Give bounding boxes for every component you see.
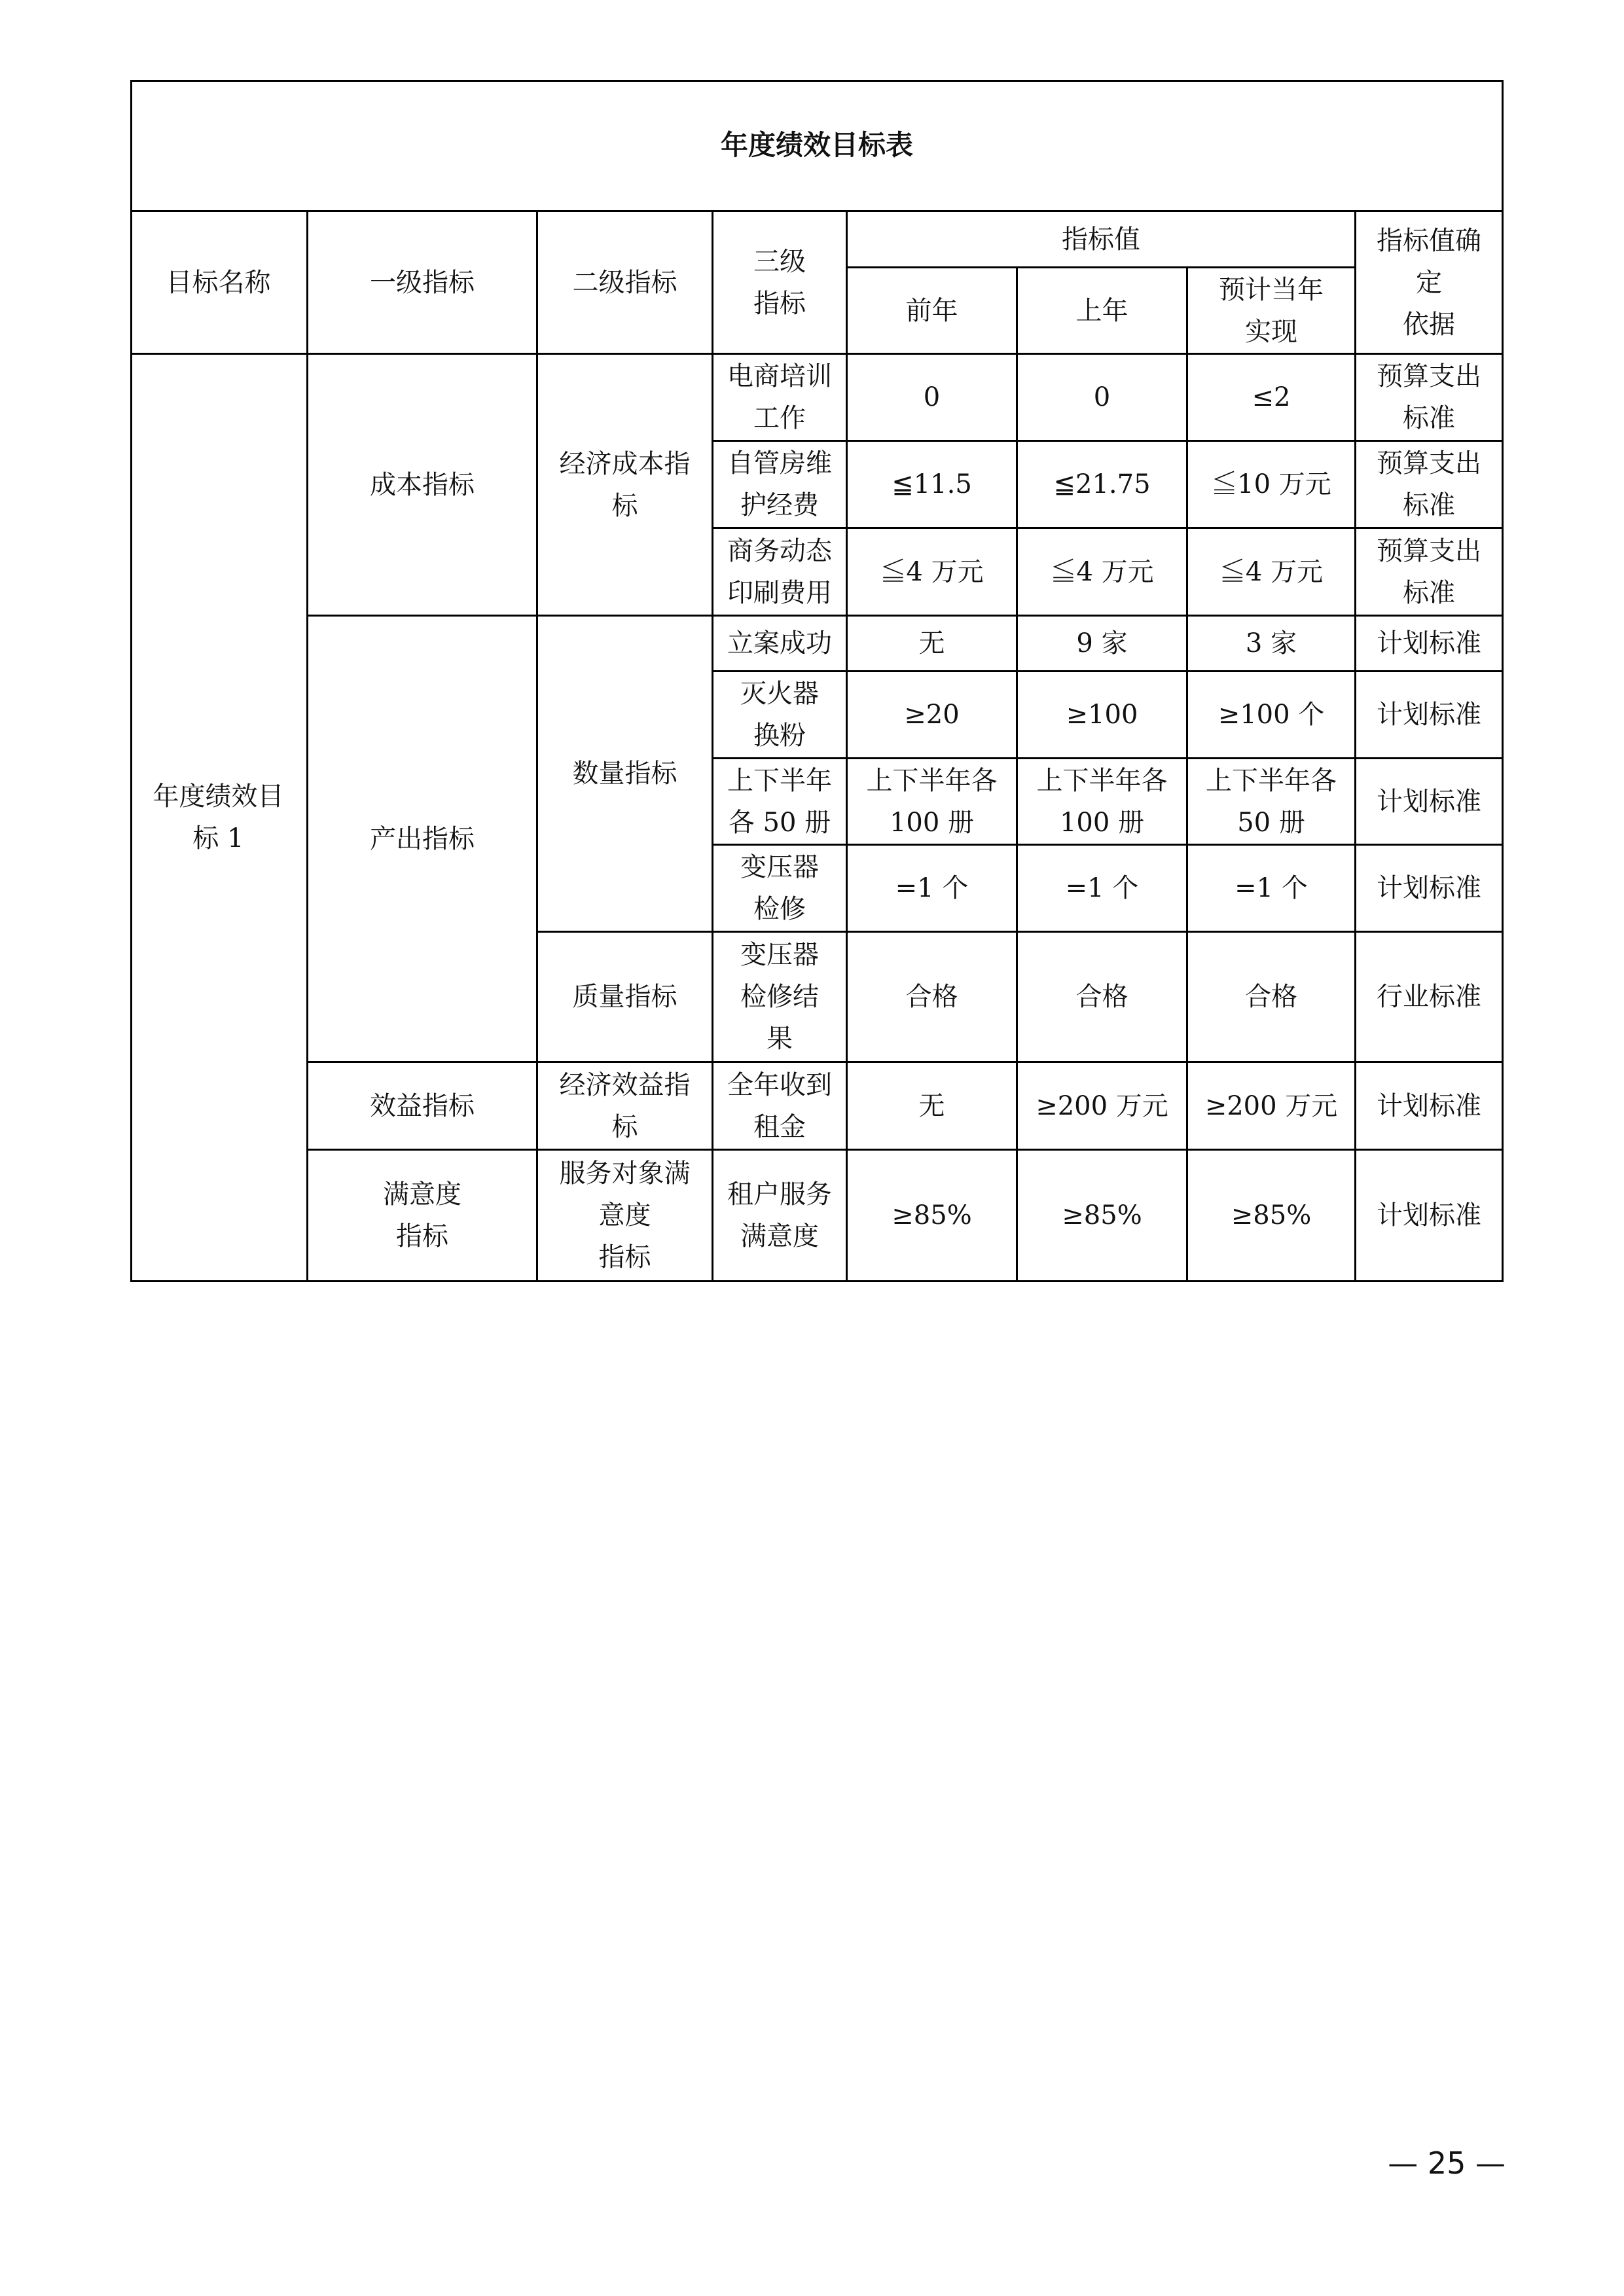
- row-8-basis: [1356, 933, 1504, 1063]
- header-goal-name-text: 目标名称: [166, 267, 271, 298]
- row-3-basis-text: 预算支出 标准: [1377, 535, 1481, 608]
- row-3-expected-text: ≦4 万元: [1219, 556, 1324, 587]
- row-5-last-year: [1018, 672, 1188, 759]
- row-5-prev-year-text: ≥20: [904, 700, 960, 730]
- row-10-prev-year-text: ≥85%: [892, 1200, 972, 1230]
- row-9-expected: [1188, 1063, 1356, 1151]
- row-4-expected: [1188, 617, 1356, 672]
- header-level3: [713, 212, 848, 355]
- row-8-level3: [713, 933, 848, 1063]
- row-3-expected: [1188, 529, 1356, 617]
- header-value-group-text: 指标值: [1062, 224, 1140, 255]
- row-8-prev-year: [848, 933, 1018, 1063]
- row-6-expected-text: 上下半年各 50 册: [1206, 765, 1337, 838]
- level1-output: [308, 617, 538, 1063]
- row-10-last-year-text: ≥85%: [1062, 1200, 1142, 1230]
- row-10-level3: [713, 1151, 848, 1282]
- header-basis: [1356, 212, 1504, 355]
- table-title-text: 年度绩效目标表: [720, 128, 913, 161]
- row-6-last-year-text: 上下半年各 100 册: [1036, 765, 1168, 838]
- row-8-prev-year-text: 合格: [905, 982, 958, 1012]
- row-4-last-year: [1018, 617, 1188, 672]
- row-6-level3: [713, 759, 848, 846]
- row-8-expected-text: 合格: [1245, 982, 1297, 1012]
- row-2-level3: [713, 442, 848, 529]
- row-2-prev-year: [848, 442, 1018, 529]
- level1-cost: [308, 355, 538, 617]
- header-level2: [538, 212, 713, 355]
- row-6-last-year: [1018, 759, 1188, 846]
- header-prev-year: [848, 268, 1018, 355]
- row-5-level3: [713, 672, 848, 759]
- row-5-expected-text: ≥100 个: [1218, 700, 1325, 730]
- level2-quantity-text: 数量指标: [572, 759, 677, 789]
- row-1-prev-year-text: 0: [923, 382, 941, 412]
- row-1-basis-text: 预算支出 标准: [1377, 361, 1481, 433]
- row-1-expected: [1188, 355, 1356, 442]
- row-10-expected-text: ≥85%: [1231, 1200, 1312, 1230]
- level2-economic-benefit-text: 经济效益指 标: [559, 1069, 691, 1142]
- row-2-level3-text: 自管房维 护经费: [727, 448, 832, 520]
- row-9-prev-year: [848, 1063, 1018, 1151]
- row-6-expected: [1188, 759, 1356, 846]
- header-level3-text: 三级 指标: [753, 246, 806, 319]
- performance-target-table: [130, 80, 1504, 1282]
- row-4-prev-year: [848, 617, 1018, 672]
- header-prev-year-text: 前年: [905, 295, 958, 326]
- row-1-level3-text: 电商培训 工作: [727, 361, 832, 433]
- row-7-basis-text: 计划标准: [1377, 873, 1481, 903]
- row-9-expected-text: ≥200 万元: [1204, 1090, 1338, 1121]
- row-9-last-year: [1018, 1063, 1188, 1151]
- row-4-basis-text: 计划标准: [1377, 628, 1481, 658]
- row-7-prev-year-text: =1 个: [895, 873, 969, 903]
- row-5-basis: [1356, 672, 1504, 759]
- row-9-basis: [1356, 1063, 1504, 1151]
- row-1-last-year: [1018, 355, 1188, 442]
- row-1-expected-text: ≤2: [1252, 382, 1291, 412]
- row-7-expected-text: =1 个: [1235, 873, 1308, 903]
- row-2-prev-year-text: ≦11.5: [892, 469, 972, 499]
- row-3-basis: [1356, 529, 1504, 617]
- row-8-expected: [1188, 933, 1356, 1063]
- row-10-expected: [1188, 1151, 1356, 1282]
- row-2-basis-text: 预算支出 标准: [1377, 448, 1481, 520]
- goal-name-cell: [130, 355, 308, 1282]
- row-9-level3-text: 全年收到 租金: [727, 1069, 832, 1142]
- row-8-level3-text: 变压器 检修结 果: [740, 940, 819, 1054]
- row-1-level3: [713, 355, 848, 442]
- header-level2-text: 二级指标: [572, 267, 677, 298]
- row-6-prev-year: [848, 759, 1018, 846]
- header-level1: [308, 212, 538, 355]
- row-8-last-year-text: 合格: [1075, 982, 1128, 1012]
- row-7-prev-year: [848, 846, 1018, 933]
- row-9-basis-text: 计划标准: [1377, 1090, 1481, 1121]
- table-title: [130, 80, 1504, 212]
- row-10-basis-text: 计划标准: [1377, 1200, 1481, 1230]
- row-1-basis: [1356, 355, 1504, 442]
- level2-economic-cost-text: 经济成本指 标: [559, 448, 691, 521]
- level2-quality: [538, 933, 713, 1063]
- row-10-prev-year: [848, 1151, 1018, 1282]
- level1-satisfaction-text: 满意度 指标: [383, 1179, 461, 1251]
- row-10-last-year: [1018, 1151, 1188, 1282]
- level2-economic-cost: [538, 355, 713, 617]
- level1-output-text: 产出指标: [370, 823, 475, 854]
- row-5-basis-text: 计划标准: [1377, 700, 1481, 730]
- page-number: — 25 —: [1388, 2145, 1506, 2181]
- row-5-level3-text: 灭火器 换粉: [740, 679, 819, 751]
- row-3-last-year: [1018, 529, 1188, 617]
- header-expected-text: 预计当年 实现: [1219, 274, 1324, 347]
- row-7-expected: [1188, 846, 1356, 933]
- row-7-last-year-text: =1 个: [1065, 873, 1139, 903]
- level2-service-satisfaction-text: 服务对象满 意度 指标: [559, 1158, 691, 1272]
- header-level1-text: 一级指标: [370, 267, 475, 298]
- row-4-prev-year-text: 无: [918, 628, 945, 658]
- row-1-prev-year: [848, 355, 1018, 442]
- row-6-basis-text: 计划标准: [1377, 786, 1481, 817]
- row-4-basis: [1356, 617, 1504, 672]
- row-1-last-year-text: 0: [1093, 382, 1111, 412]
- row-5-last-year-text: ≥100: [1066, 700, 1138, 730]
- row-2-basis: [1356, 442, 1504, 529]
- level2-service-satisfaction: [538, 1151, 713, 1282]
- row-5-prev-year: [848, 672, 1018, 759]
- row-8-basis-text: 行业标准: [1377, 982, 1481, 1012]
- level2-quantity: [538, 617, 713, 933]
- row-7-last-year: [1018, 846, 1188, 933]
- row-2-last-year: [1018, 442, 1188, 529]
- row-2-last-year-text: ≦21.75: [1053, 469, 1151, 499]
- row-7-level3-text: 变压器 检修: [740, 852, 819, 924]
- row-9-last-year-text: ≥200 万元: [1036, 1090, 1168, 1121]
- level1-benefit-text: 效益指标: [370, 1090, 475, 1121]
- level1-benefit: [308, 1063, 538, 1151]
- row-3-level3: [713, 529, 848, 617]
- header-goal-name: [130, 212, 308, 355]
- row-4-level3-text: 立案成功: [727, 628, 832, 658]
- row-10-level3-text: 租户服务 满意度: [727, 1179, 832, 1251]
- row-3-level3-text: 商务动态 印刷费用: [727, 535, 832, 608]
- row-6-level3-text: 上下半年 各 50 册: [727, 765, 832, 838]
- level1-satisfaction: [308, 1151, 538, 1282]
- row-3-last-year-text: ≦4 万元: [1050, 556, 1154, 587]
- row-6-basis: [1356, 759, 1504, 846]
- row-3-prev-year: [848, 529, 1018, 617]
- level2-quality-text: 质量指标: [572, 982, 677, 1012]
- header-last-year: [1018, 268, 1188, 355]
- row-8-last-year: [1018, 933, 1188, 1063]
- row-4-expected-text: 3 家: [1245, 628, 1297, 658]
- header-expected: [1188, 268, 1356, 355]
- goal-name-cell-text: 年度绩效目 标 1: [153, 781, 284, 853]
- row-4-level3: [713, 617, 848, 672]
- row-2-expected-text: ≦10 万元: [1211, 469, 1331, 499]
- header-basis-text: 指标值确 定 依据: [1377, 225, 1481, 340]
- row-3-prev-year-text: ≦4 万元: [880, 556, 984, 587]
- level2-economic-benefit: [538, 1063, 713, 1151]
- row-7-level3: [713, 846, 848, 933]
- level1-cost-text: 成本指标: [370, 469, 475, 500]
- header-last-year-text: 上年: [1075, 295, 1128, 326]
- row-9-prev-year-text: 无: [918, 1090, 945, 1121]
- row-10-basis: [1356, 1151, 1504, 1282]
- header-value-group: [848, 212, 1356, 268]
- row-2-expected: [1188, 442, 1356, 529]
- row-6-prev-year-text: 上下半年各 100 册: [866, 765, 998, 838]
- row-4-last-year-text: 9 家: [1076, 628, 1128, 658]
- row-9-level3: [713, 1063, 848, 1151]
- row-7-basis: [1356, 846, 1504, 933]
- row-5-expected: [1188, 672, 1356, 759]
